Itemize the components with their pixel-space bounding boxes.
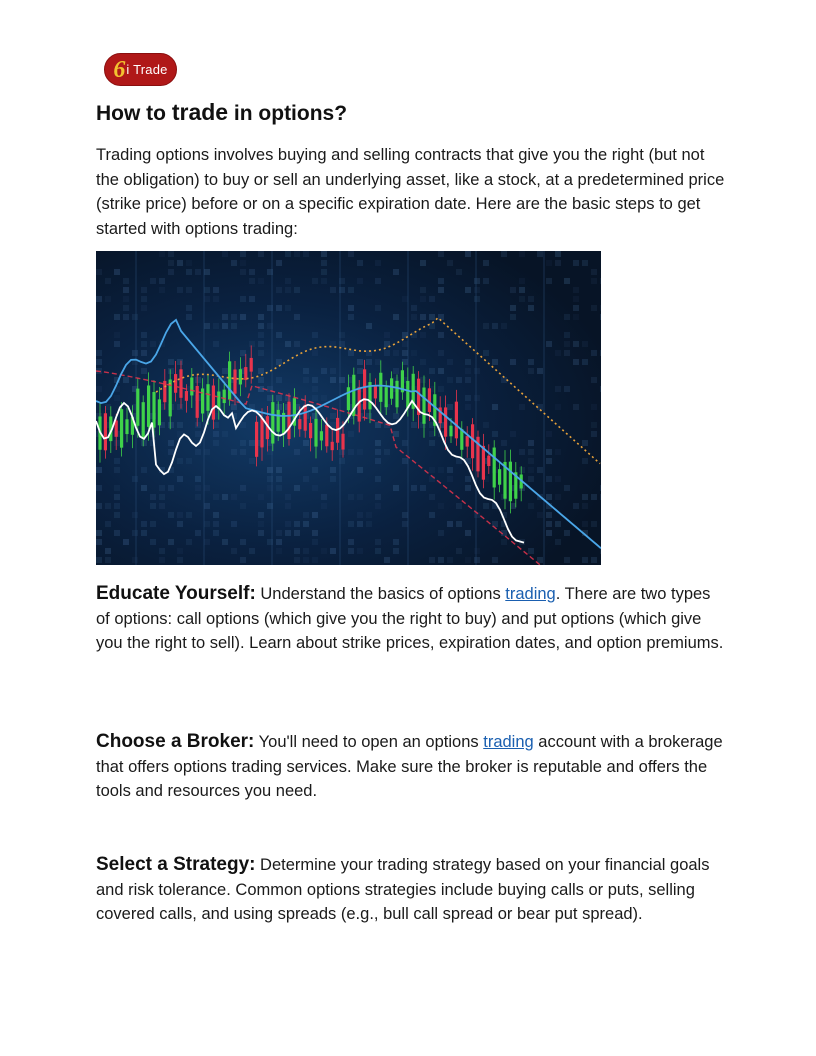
stock-chart-image	[96, 251, 601, 565]
section-broker	[96, 730, 726, 804]
title-post: in options?	[228, 102, 348, 125]
itrade-logo[interactable]	[104, 53, 177, 86]
section-heading: Select a Strategy:	[96, 854, 256, 875]
section-text: account with a brokerage that offers options trading services. Make sure the broker is reputable and offers the tools and resources you need.	[96, 733, 723, 800]
trading-link[interactable]: trading	[483, 733, 534, 751]
section-educate	[96, 582, 726, 656]
title-emphasis: trade	[171, 99, 229, 125]
trading-link[interactable]: trading	[505, 585, 556, 603]
logo-mark: 6	[113, 56, 126, 83]
section-heading: Educate Yourself:	[96, 583, 256, 604]
section-text: . There are two types of options: call options (which give you the right to buy) and put options (which give you the right to sell). Learn about strike prices, expiration dates, and option premiums.	[96, 585, 724, 652]
section-heading: Choose a Broker:	[96, 731, 255, 752]
section-text: You'll need to open an options	[254, 733, 484, 751]
logo-text: i Trade	[126, 62, 168, 77]
section-text: Determine your trading strategy based on your financial goals and risk tolerance. Common options strategies include buying calls or puts, selling covered calls, and using spreads (e.g., bull call spread or bear put spread).	[96, 856, 710, 923]
section-text: Understand the basics of options	[255, 585, 506, 603]
stock-candlestick-chart-image	[96, 251, 601, 565]
page-title	[96, 99, 347, 126]
intro-paragraph: Trading options involves buying and selling contracts that give you the right (but not the obligation) to buy or sell an underlying asset, like a stock, at a predetermined price (strike price) before or on a specific expiration date. Here are the basic steps to get started with options trading:	[96, 146, 725, 238]
title-pre: How to	[96, 102, 172, 125]
section-strategy	[96, 853, 726, 927]
